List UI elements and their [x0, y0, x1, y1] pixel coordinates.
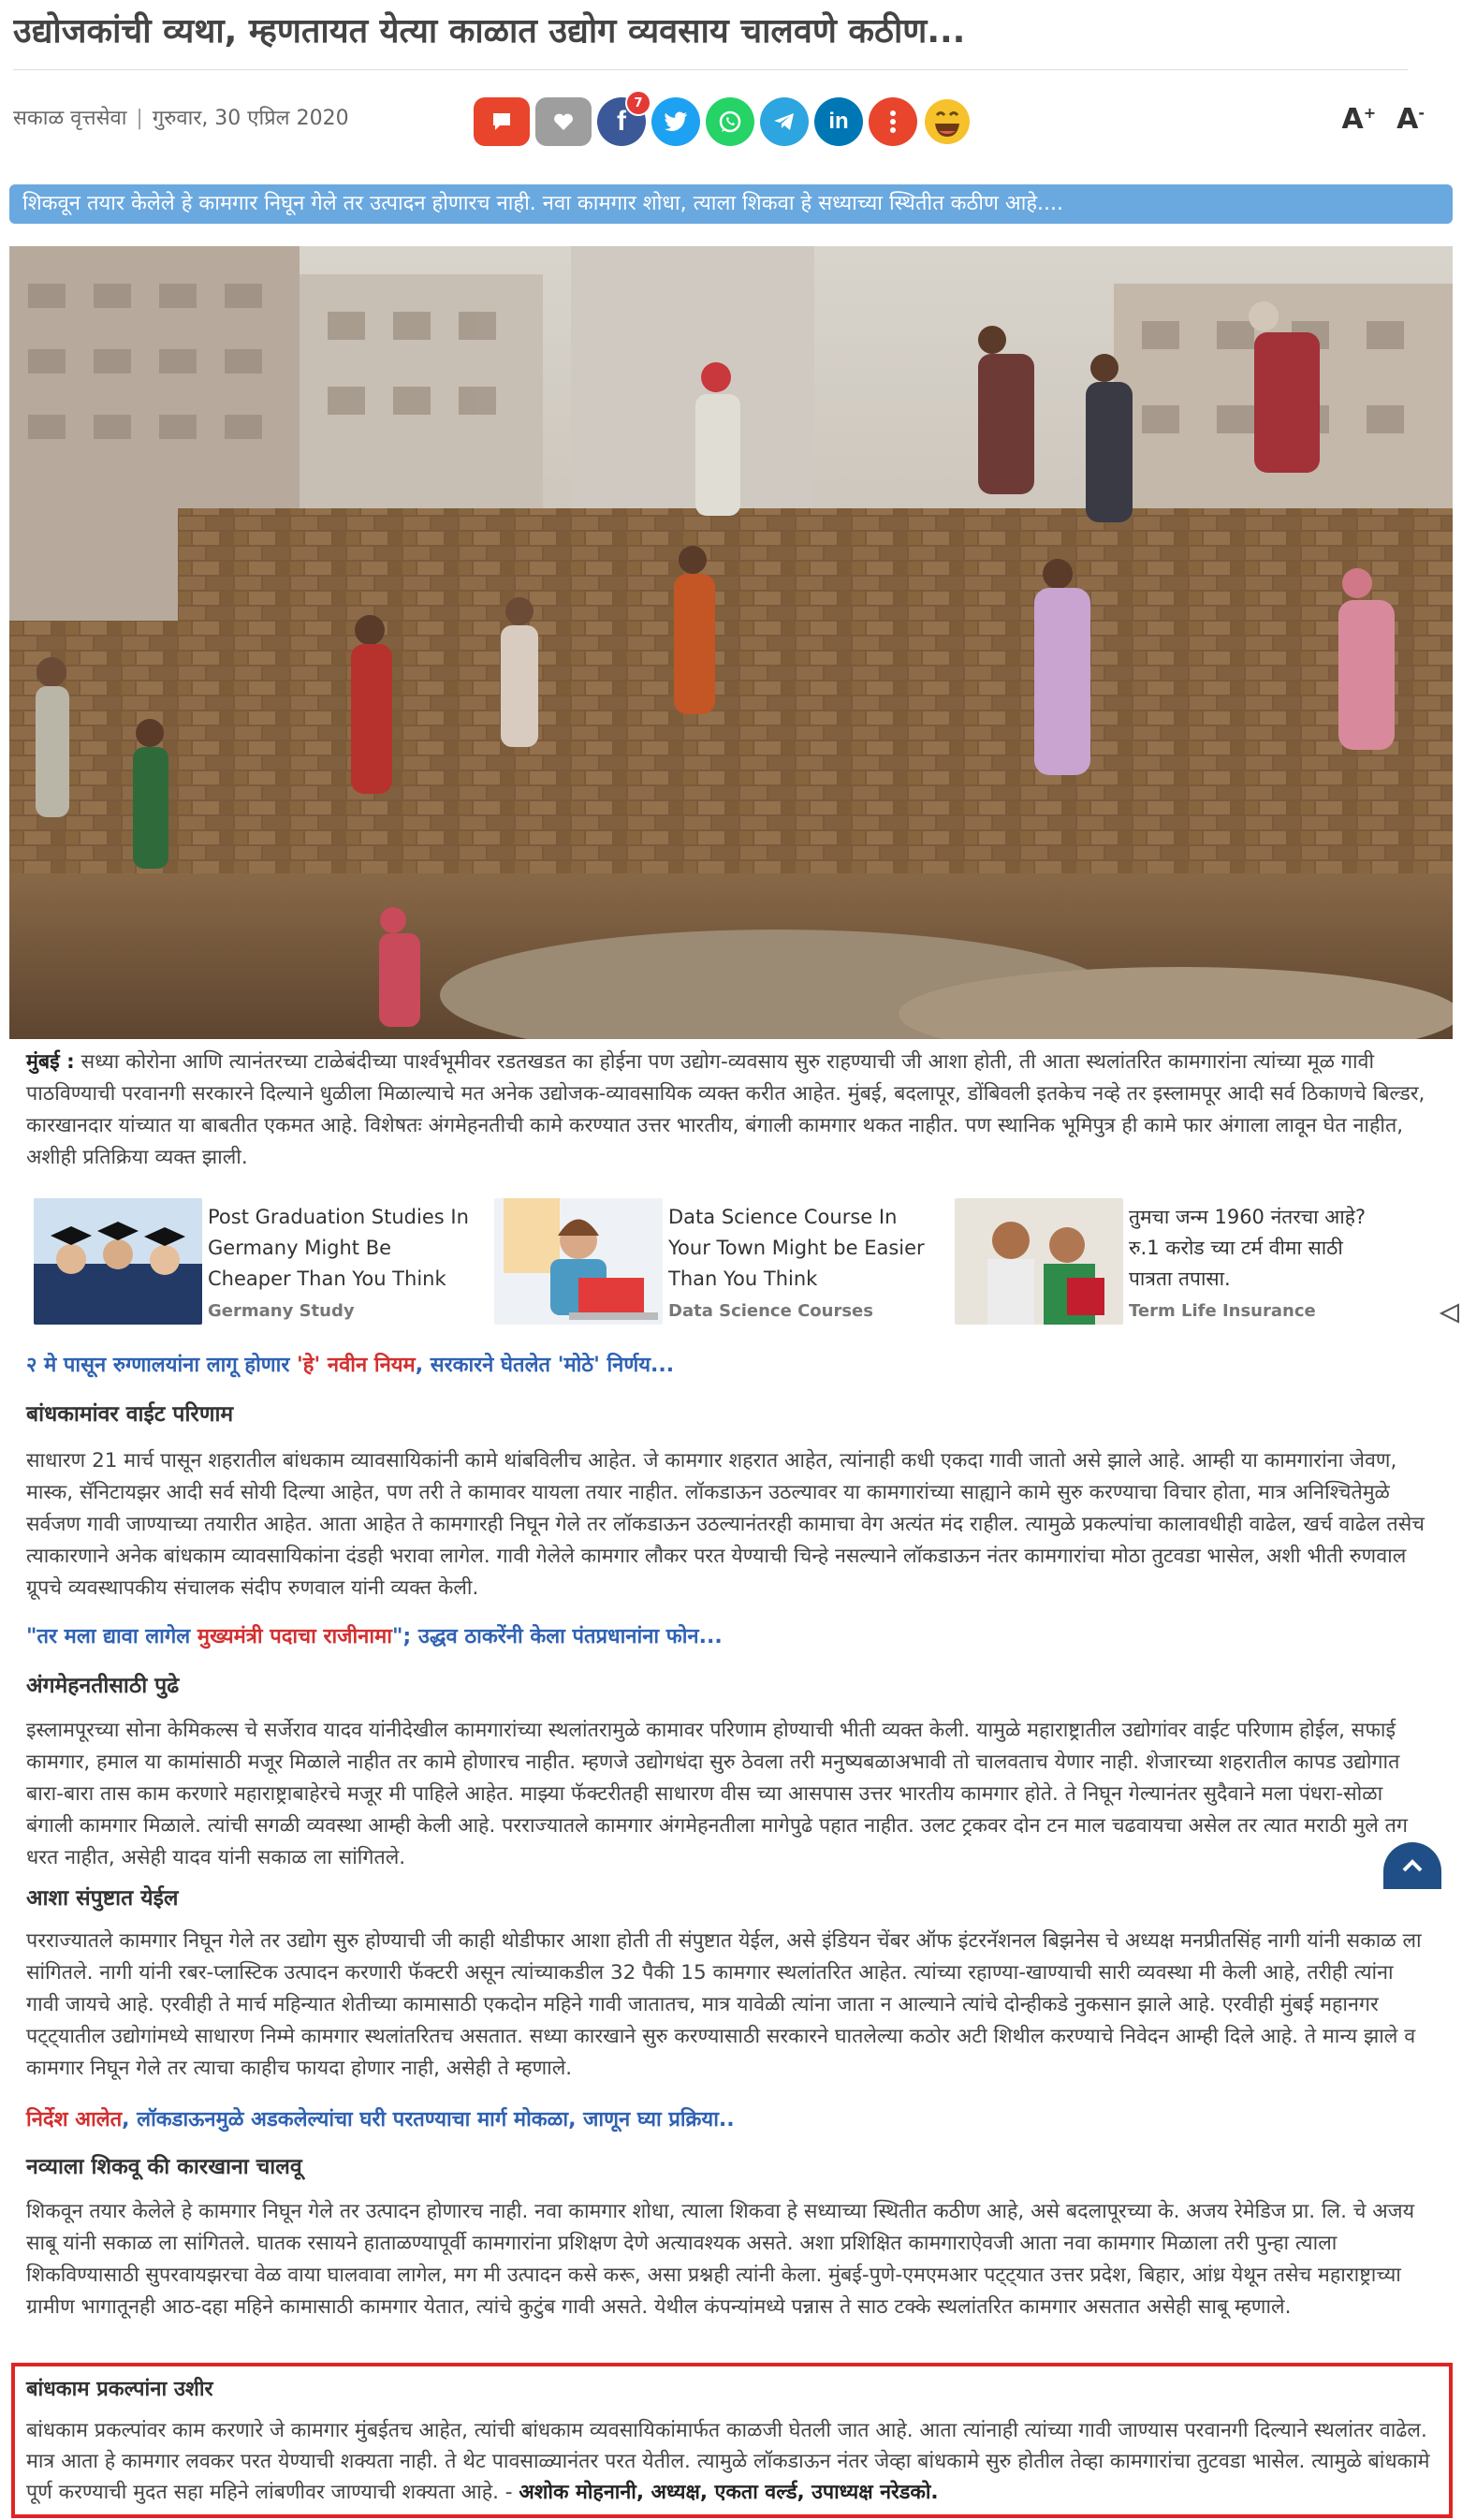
facebook-icon: f — [617, 106, 626, 137]
section-heading-construction: बांधकामांवर वाईट परिणाम — [26, 1402, 234, 1427]
ad-graduates-image — [34, 1198, 202, 1325]
section-heading-labour: अंगमेहनतीसाठी पुढे — [26, 1674, 180, 1698]
facebook-share-button[interactable] — [597, 97, 646, 146]
adchoices-icon[interactable] — [1438, 1301, 1462, 1326]
scroll-to-top-button[interactable] — [1383, 1842, 1441, 1889]
section-paragraph-hope: परराज्यातले कामगार निघून गेले तर उद्योग सुरु होण्याची जी काही थोडीफार आशा होती ती संपुष्टात येईल, असे इंडियन चेंबर ऑफ इंटरनॅशनल बिझनेस चे अध्यक्ष मनप्रीतसिंह नागी यांनी सकाळ ला सांगितले. नागी यांनी रबर-प्लास्टिक उत्पादन करणारी फॅक्टरी असून त्यांच्याकडील 32 पैकी 15 कामगार स्थलांतरित आहेत. त्यांच्या रहाण्या-खाण्याची सारी व्यवस्था मी केली आहे, तरीही त्यांना गावी जायचे आहे. एरवीही ते मार्च महिन्यात शेतीच्या कामासाठी एकदोन महिने गावी जातातच, मात्र यावेळी त्यांना जाता न आल्याने त्यांचे दोन्हीकडे नुकसान झाले आहे. एरवीही मुंबई महानगर पट्ट्यातील उद्योगांमध्ये साधारण निम्मे कामगार स्थलांतरितच असतात. सध्या कारखाने सुरु करण्यासाठी सरकारने घातलेल्या कठोर अटी शिथील करण्याचे निवेदन आम्ही दिले आहे. ते मान्य झाले व कामगार निघून गेले तर त्याचा काहीच फायदा होणार नाही, असेही ते म्हणाले. — [26, 1929, 1422, 2080]
decrease-font-label: A — [1396, 103, 1419, 136]
heart-icon — [552, 111, 575, 132]
link2-highlight: मुख्यमंत्री पदाचा राजीनामा — [197, 1625, 392, 1648]
facebook-share-count: 7 — [625, 90, 651, 116]
ad-couple-image — [955, 1198, 1123, 1325]
link3-highlight: निर्देश आलेत — [26, 2108, 123, 2132]
link1-text-a: २ मे पासून रुग्णालयांना लागू होणार — [26, 1354, 298, 1377]
ad-3-source: Term Life Insurance — [1129, 1301, 1316, 1321]
quote-attribution: अशोक मोहनानी, अध्यक्ष, एकता वर्ल्ड, उपाध्यक्ष नरेडको. — [519, 2481, 939, 2504]
sponsored-ads — [34, 1198, 1438, 1329]
section-heading-delay: बांधकाम प्रकल्पांना उशीर — [26, 2378, 213, 2401]
related-link-lockdown-return[interactable] — [26, 2104, 735, 2132]
related-link-cm-resignation[interactable] — [26, 1621, 723, 1649]
more-dots-icon — [889, 110, 897, 134]
ad-2-source: Data Science Courses — [668, 1301, 873, 1321]
comment-icon — [490, 111, 513, 132]
whatsapp-icon — [717, 109, 743, 135]
delay-text: बांधकाम प्रकल्पांवर काम करणारे जे कामगार मुंबईतच आहेत, त्यांची बांधकाम व्यवसायिकांमार्फत काळजी घेतली जात आहे. आता त्यांनाही त्यांच्या गावी जाण्यास परवानगी दिल्याने स्थलांतर वाढेल. मात्र आता हे कामगार लवकर परत येण्याची शक्यता नाही. ते थेट पावसाळ्यानंतर परत येतील. त्यामुळे लॉकडाऊन नंतर जेव्हा बांधकामे सुरु होतील तेव्हा कामगारांचा तुटवडा भासेल. त्यामुळे बांधकामे पूर्ण करण्याची मुदत सहा महिने लांबणीवर जाण्याची शक्यता आहे. - — [26, 2419, 1430, 2504]
increase-font-label: A — [1341, 103, 1364, 136]
ad-laptop-student-image — [494, 1198, 663, 1325]
intro-paragraph — [26, 1047, 1430, 1174]
ad-germany-study[interactable] — [34, 1198, 474, 1329]
emoji-reaction-button[interactable] — [923, 97, 972, 146]
more-share-button[interactable] — [869, 97, 917, 146]
comment-button[interactable] — [474, 97, 530, 146]
whatsapp-share-button[interactable] — [706, 97, 754, 146]
link1-text-b: , सरकारने घेतलेत 'मोठे' निर्णय... — [415, 1354, 675, 1377]
laughing-emoji-icon — [923, 97, 972, 146]
linkedin-share-button[interactable] — [814, 97, 863, 146]
section-heading-training: नव्याला शिकवू की कारखाना चालवू — [26, 2155, 302, 2179]
related-link-hospital-rules[interactable] — [26, 1350, 674, 1378]
title-divider — [13, 69, 1408, 70]
font-size-controls — [1342, 103, 1425, 136]
article-source: सकाळ वृत्तसेवा — [13, 107, 127, 130]
hero-image — [9, 246, 1453, 1039]
ad-term-insurance[interactable] — [955, 1198, 1395, 1329]
section-paragraph-construction: साधारण 21 मार्च पासून शहरातील बांधकाम व्यावसायिकांनी कामे थांबविलीच आहेत. जे कामगार शहरात आहेत, त्यांनाही कधी एकदा गावी जातो असे झाले आहे. आम्ही या कामगारांना जेवण, मास्क, सॅनिटायझर आदी सर्व सोयी दिल्या आहेत, पण तरी ते कामावर यायला तयार नाहीत. लॉकडाऊन उठल्यावर या कामगारांच्या साह्याने कामे सुरु करण्याचा विचार होता, मात्र अनिश्चितेमुळे सर्वजण गावी जाण्याच्या तयारीत आहेत. आता आहेत ते कामगारही निघून गेले तर लॉकडाऊन उठल्यानंतरही कामाचा वेग अत्यंत मंद राहील. त्यामुळे प्रकल्पांचा कालावधीही वाढेल, खर्च वाढेल तसेच त्याकारणाने अनेक बांधकाम व्यावसायिकांना दंडही भरावा लागेल. गावी गेलेले कामगार लौकर परत येण्याची चिन्हे नसल्याने लॉकडाऊन नंतर कामगारांचा मोठा तुटवडा भासेल, अशी भीती रुणवाल ग्रूपचे व्यवस्थापकीय संचालक संदीप रुणवाल यांनी व्यक्त केली. — [26, 1449, 1425, 1600]
ad-1-text: Post Graduation Studies In Germany Might Be Cheaper Than You Think — [208, 1206, 469, 1290]
ad-3-text: तुमचा जन्म 1960 नंतरचा आहे? रु.1 करोड च्या टर्म वीमा साठी पात्रता तपासा. — [1129, 1206, 1367, 1290]
section-paragraph-training: शिकवून तयार केलेले हे कामगार निघून गेले तर उत्पादन होणारच नाही. नवा कामगार शोधा, त्याला शिकवा हे सध्याच्या स्थितीत कठीण आहे, असे बदलापूरच्या के. अजय रेमेडिज प्रा. लि. चे अजय साबू यांनी सकाळ ला सांगितले. घातक रसायने हाताळण्यापूर्वी कामगारांना प्रशिक्षण देणे अत्यावश्यक असते. अशा प्रशिक्षित कामगाराऐवजी आता नवा कामगार मिळाला तरी पुन्हा त्याला शिकविण्यासाठी सुपरवायझरचा वेळ वाया घालवावा लागेल, मग मी उत्पादन कसे करू, असा प्रश्नही त्यांनी केला. मुंबई-पुणे-एमएमआर पट्ट्यात उत्तर प्रदेश, बिहार, आंध्र येथून तसेच महाराष्ट्राच्या ग्रामीण भागातूनही आठ-दहा महिने कामासाठी कामगार येतात, त्यांचे कुटुंब गावी असते. येथील कंपन्यांमध्ये पन्नास ते साठ टक्के स्थलांतरित कामगार असतात असेही साबू म्हणाले. — [26, 2200, 1415, 2319]
twitter-share-button[interactable] — [651, 97, 700, 146]
intro-text: सध्या कोरोना आणि त्यानंतरच्या टाळेबंदीच्या पार्श्वभूमीवर रडतखडत का होईना पण उद्योग-व्यवसाय सुरु राहण्याची जी आशा होती, ती आता स्थलांतरित कामगारांना त्यांच्या मूळ गावी पाठविण्याची परवानगी सरकारने दिल्याने धुळीला मिळाल्याचे मत अनेक उद्योजक-व्यावसायिक व्यक्त करीत आहेत. मुंबई, बदलापूर, डोंबिवली इतकेच नव्हे तर इस्लामपूर आदी सर्व ठिकाणचे बिल्डर, कारखानदार यांच्यात या बाबतीत एकमत आहे. विशेषतः अंगमेहनतीची कामे करण्यात उत्तर भारतीय, बंगाली कामगार थकत नाहीत. पण स्थानिक भूमिपुत्र ही कामे फार अंगाला लावून घेत नाहीत, अशीही प्रतिक्रिया व्यक्त झाली. — [26, 1050, 1425, 1169]
dateline: मुंबई : — [26, 1050, 75, 1074]
like-button[interactable] — [535, 97, 592, 146]
telegram-icon — [772, 110, 797, 133]
ad-2-text: Data Science Course In Your Town Might be Easier Than You Think — [668, 1206, 925, 1290]
article-title: उद्योजकांची व्यथा, म्हणतायत येत्या काळात उद्योग व्यवसाय चालवणे कठीण... — [13, 12, 966, 51]
ad-1-source: Germany Study — [208, 1301, 355, 1321]
decrease-font-button[interactable] — [1396, 103, 1425, 136]
telegram-share-button[interactable] — [760, 97, 809, 146]
increase-font-button[interactable] — [1342, 103, 1377, 136]
twitter-icon — [664, 111, 688, 132]
chevron-up-icon — [1401, 1858, 1424, 1873]
section-paragraph-labour: इस्लामपूरच्या सोना केमिकल्स चे सर्जेराव यादव यांनीदेखील कामगारांच्या स्थलांतरामुळे कामावर परिणाम होण्याची भीती व्यक्त केली. यामुळे महाराष्ट्रातील उद्योगांवर वाईट परिणाम होईल, सफाई कामगार, हमाल या कामांसाठी मजूर मिळाले नाहीत तर कामे होणारच नाहीत. म्हणजे उद्योगधंदा सुरु ठेवला तरी मनुष्यबळाअभावी तो चालवताच येणार नाही. शेजारच्या शहरातील कापड उद्योगात बारा-बारा तास काम करणारे महाराष्ट्राबाहेरचे मजूर मी पाहिले आहेत. माझ्या फॅक्टरीतही साधारण वीस च्या आसपास उत्तर भारतीय कामगार होते. ते निघून गेल्यानंतर सुदैवाने मला पंधरा-सोळा बंगाली कामगार मिळाले. त्यांची सगळी व्यवस्था आम्ही केली आहे. परराज्यातले कामगार अंगमेहनतीला मागेपुढे पहात नाहीत. उलट ट्रकवर दोन टन माल चढवायचा असेल तर त्यात मराठी मुले तग धरत नाहीत, असेही यादव यांनी सकाळ ला सांगितले. — [26, 1719, 1408, 1869]
section-paragraph-delay — [26, 2415, 1430, 2508]
link1-highlight: 'हे' नवीन नियम — [297, 1354, 416, 1377]
construction-workers-photo — [9, 246, 1453, 1039]
ad-data-science[interactable] — [494, 1198, 934, 1329]
link3-text-b: , लॉकडाऊनमुळे अडकलेल्यांचा घरी परतण्याचा मार्ग मोकळा, जाणून घ्या प्रक्रिया.. — [122, 2108, 735, 2132]
byline — [13, 103, 349, 131]
section-heading-hope: आशा संपुष्टात येईल — [26, 1886, 179, 1911]
article-summary: शिकवून तयार केलेले हे कामगार निघून गेले तर उत्पादन होणारच नाही. नवा कामगार शोधा, त्याला शिकवा हे सध्याच्या स्थितीत कठीण आहे.... — [9, 184, 1453, 224]
share-bar — [474, 97, 977, 146]
link2-text-b: "; उद्धव ठाकरेंनी केला पंतप्रधानांना फोन... — [391, 1625, 723, 1648]
byline-separator: | — [136, 107, 143, 130]
linkedin-icon: in — [828, 109, 849, 134]
increase-font-sign: + — [1363, 104, 1377, 122]
decrease-font-sign: - — [1418, 104, 1425, 122]
article-date: गुरुवार, 30 एप्रिल 2020 — [152, 107, 349, 130]
link2-text-a: "तर मला द्यावा लागेल — [26, 1625, 197, 1648]
